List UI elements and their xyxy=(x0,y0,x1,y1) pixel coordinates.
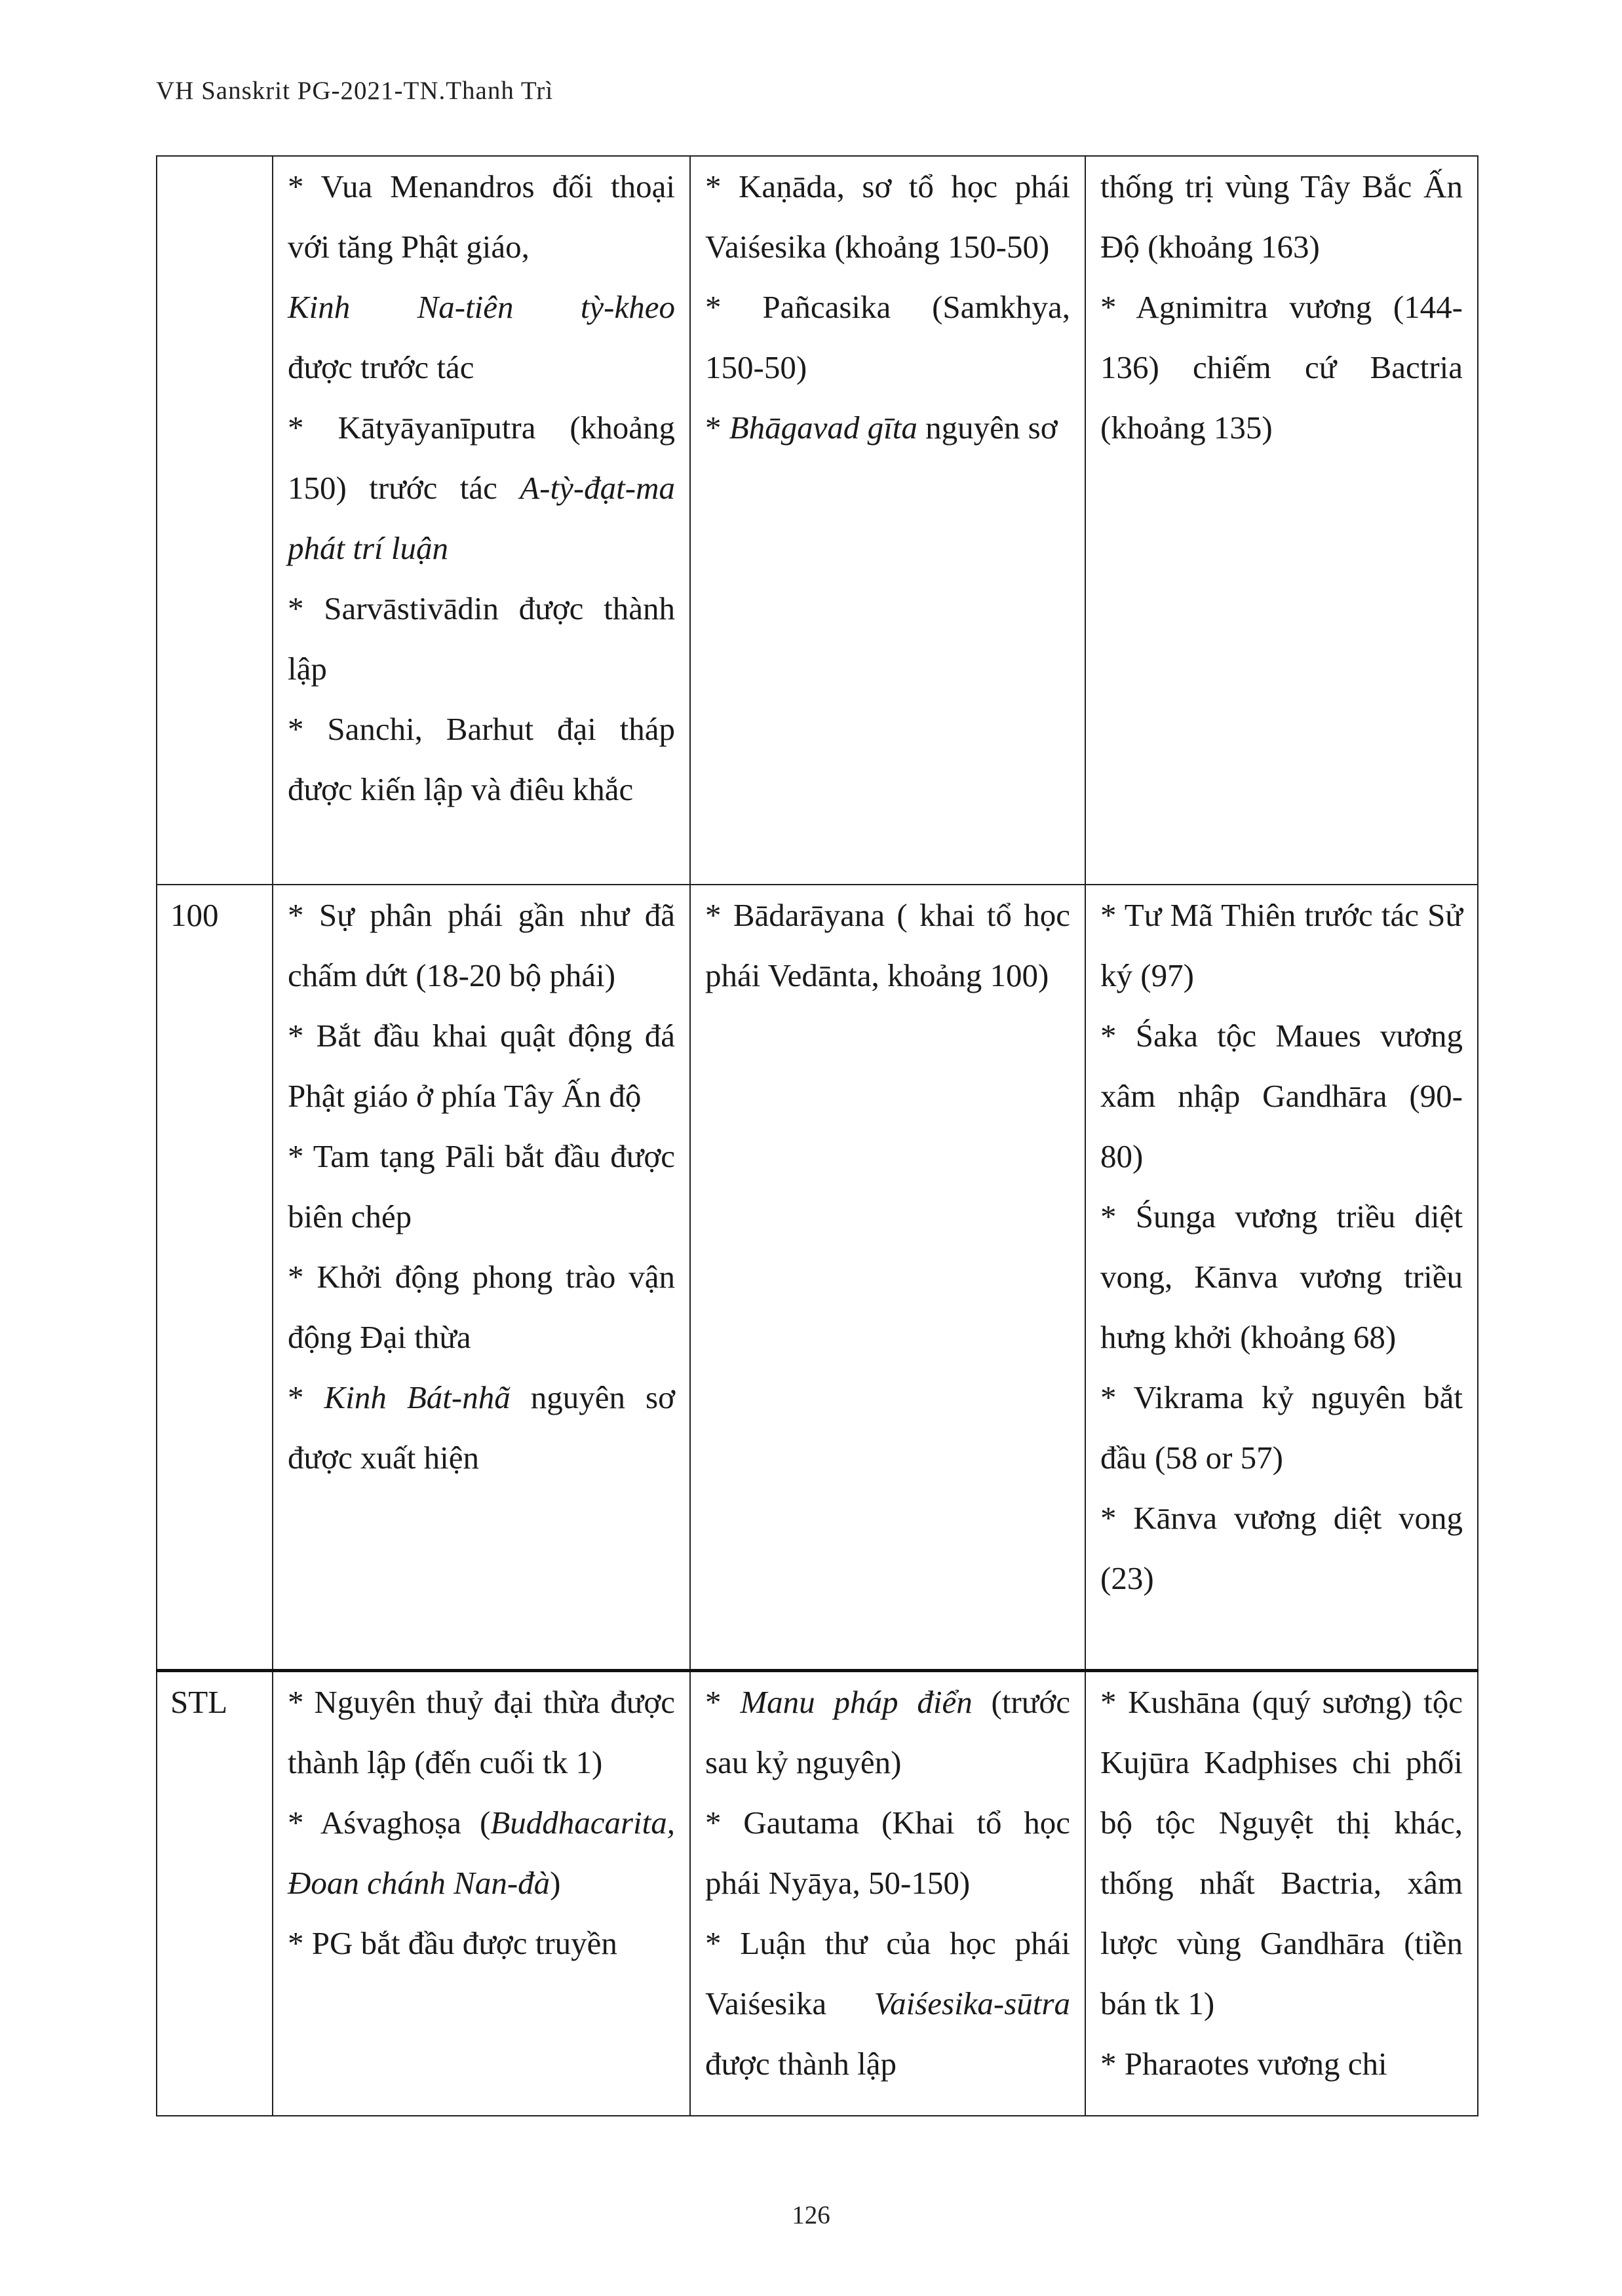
year-cell xyxy=(157,156,273,885)
entry: * Kānva vương diệt vong (23) xyxy=(1100,1500,1463,1596)
entry: * Vua Menandros đối thoại với tăng Phật giáo, xyxy=(288,168,675,265)
buddhism-cell xyxy=(273,885,690,1671)
table-row xyxy=(157,1671,1478,2116)
entry: * Khởi động phong trào vận động Đại thừa xyxy=(288,1259,675,1355)
year-cell: 100 xyxy=(157,885,273,1671)
entry: * Vikrama kỷ nguyên bắt đầu (58 or 57) xyxy=(1100,1379,1463,1476)
entry: * Bhāgavad gīta nguyên sơ xyxy=(705,410,1058,446)
entry: * Sự phân phái gần như đã chấm dứt (18-20 bộ phái) xyxy=(288,897,675,993)
year-cell: STL xyxy=(157,1671,273,2116)
entry: A-tỳ-đạt-ma phát trí luận xyxy=(288,470,675,566)
page-header: VH Sanskrit PG-2021-TN.Thanh Trì xyxy=(156,77,554,105)
entry: * PG bắt đầu được truyền xyxy=(288,1925,617,1961)
entry: * Śaka tộc Maues vương xâm nhập Gandhāra (90-80) xyxy=(1100,1018,1463,1174)
entry: * Sanchi, Barhut đại tháp được kiến lập và điêu khắc xyxy=(288,711,675,807)
entry: * Pañcasika (Samkhya, 150-50) xyxy=(705,289,1070,385)
entry: * Luận thư của học phái Vaiśesika Vaiśesika-sūtra được thành lập xyxy=(705,1925,1070,2082)
chronology-table xyxy=(156,155,1478,2116)
entry: * Bādarāyana ( khai tổ học phái Vedānta, khoảng 100) xyxy=(705,897,1070,993)
entry: * Aśvaghoṣa (Buddhacarita, Đoan chánh Nan-đà) xyxy=(288,1805,675,1901)
entry: * Kinh Bát-nhã nguyên sơ được xuất hiện xyxy=(288,1379,675,1476)
entry: * Agnimitra vương (144-136) chiếm cứ Bactria (khoảng 135) xyxy=(1100,289,1463,446)
philosophy-cell xyxy=(690,1671,1085,2116)
entry: * Sarvāstivādin được thành lập xyxy=(288,590,675,687)
entry: Kinh Na-tiên tỳ-kheo xyxy=(288,289,675,325)
entry: * Tam tạng Pāli bắt đầu được biên chép xyxy=(288,1138,675,1234)
entry: * Kushāna (quý sương) tộc Kujūra Kadphises chi phối bộ tộc Nguyệt thị khác, thống nhất Bactria, xâm lược vùng Gandhāra (tiền bán tk 1) xyxy=(1100,1684,1463,2021)
buddhism-cell xyxy=(273,1671,690,2116)
entry: * Tư Mã Thiên trước tác Sử ký (97) xyxy=(1100,897,1463,993)
entry: * Śunga vương triều diệt vong, Kānva vương triều hưng khởi (khoảng 68) xyxy=(1100,1198,1463,1355)
history-cell xyxy=(1085,885,1478,1671)
entry: được trước tác xyxy=(288,349,474,385)
table-row xyxy=(157,156,1478,885)
entry: * Gautama (Khai tổ học phái Nyāya, 50-150) xyxy=(705,1805,1070,1901)
entry: thống trị vùng Tây Bắc Ấn Độ (khoảng 163) xyxy=(1100,168,1463,265)
entry: * Kaṇāda, sơ tổ học phái Vaiśesika (khoảng 150-50) xyxy=(705,168,1070,265)
philosophy-cell xyxy=(690,156,1085,885)
entry: * Bắt đầu khai quật động đá Phật giáo ở phía Tây Ấn độ xyxy=(288,1018,675,1114)
entry: * Manu pháp điển (trước sau kỷ nguyên) xyxy=(705,1684,1071,1780)
philosophy-cell xyxy=(690,885,1085,1671)
entry: * Nguyên thuỷ đại thừa được thành lập (đến cuối tk 1) xyxy=(288,1684,675,1780)
buddhism-cell xyxy=(273,156,690,885)
entry: * Kātyāyanīputra (khoảng 150) trước tác xyxy=(288,410,675,506)
entry: * Pharaotes vương chi xyxy=(1100,2046,1387,2082)
table-row xyxy=(157,885,1478,1671)
history-cell xyxy=(1085,1671,1478,2116)
history-cell xyxy=(1085,156,1478,885)
page-number: 126 xyxy=(792,2201,830,2229)
